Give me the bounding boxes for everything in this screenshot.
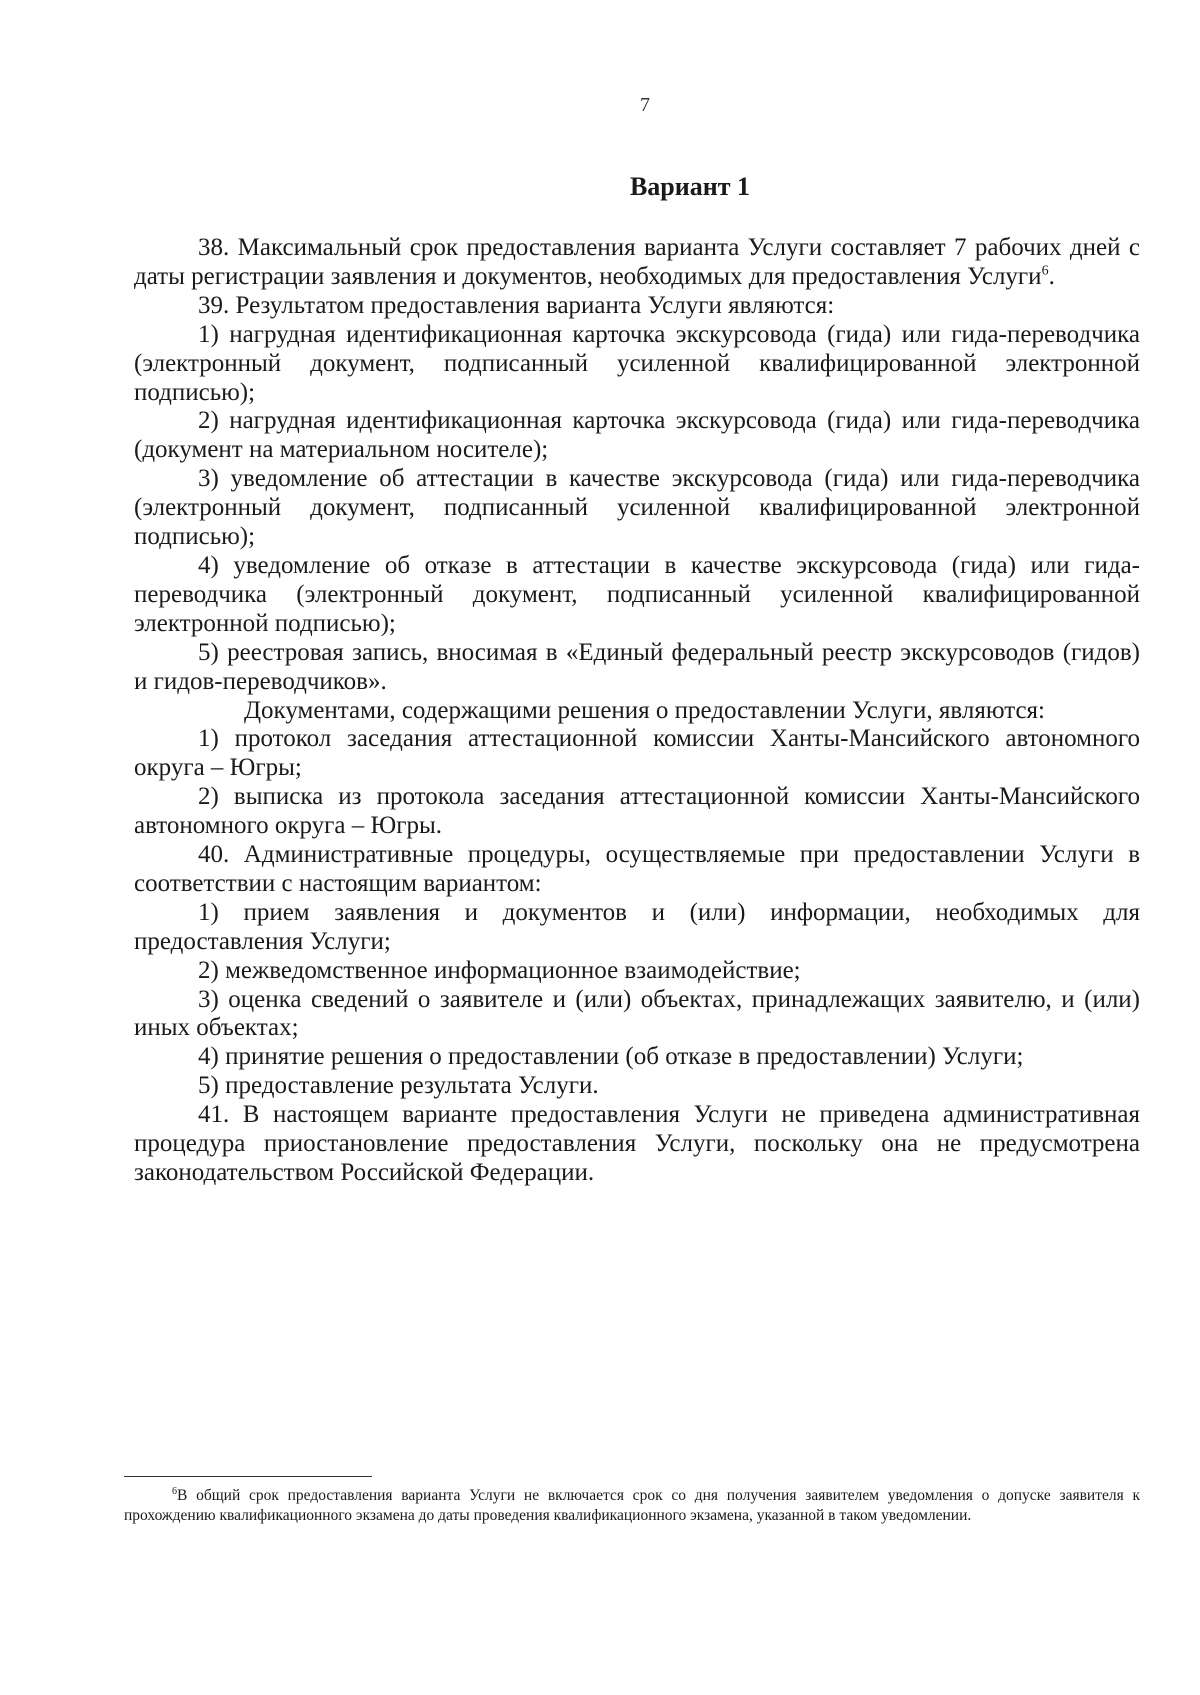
procedure-item-4: 4) принятие решения о предоставлении (об отказе в предоставлении) Услуги; (198, 1043, 1024, 1071)
procedure-item-3: 3) оценка сведений о заявителе и (или) объектах, принадлежащих заявителю, и (или) иных объектах; (134, 985, 1140, 1042)
procedure-item-2: 2) межведомственное информационное взаимодействие; (198, 956, 801, 984)
paragraph-38-end: . (1048, 262, 1055, 290)
footnote-text: В общий срок предоставления варианта Услуги не включается срок со дня получения заявителем уведомления о допуске заявителя к прохождению квалификационного экзамена до даты проведения квалификационного экзамена, указанной в таком уведомлении. (124, 1487, 1140, 1524)
footnote-separator (124, 1476, 372, 1477)
footnote-marker: 6 (172, 1485, 177, 1497)
paragraph-41: 41. В настоящем варианте предоставления Услуги не приведена административная процедура приостановление предоставления Услуги, поскольку она не предусмотрена законодательством Российской Федерации. (134, 1101, 1140, 1186)
section-heading: Вариант 1 (629, 172, 751, 201)
procedure-item-1: 1) прием заявления и документов и (или) информации, необходимых для предоставления Услуги; (134, 898, 1140, 955)
paragraph-39: 39. Результатом предоставления варианта Услуги являются: (198, 291, 835, 319)
footnote-reference: 6 (1041, 263, 1049, 279)
result-item-1: 1) нагрудная идентификационная карточка экскурсовода (гида) или гида-переводчика (электронный документ, подписанный усиленной квалифицированной электронной подписью); (134, 320, 1140, 406)
decision-document-1: 1) протокол заседания аттестационной комиссии Ханты-Мансийского автономного округа – Югры; (134, 725, 1140, 782)
paragraph-38 (134, 234, 1140, 292)
decision-document-2: 2) выписка из протокола заседания аттестационной комиссии Ханты-Мансийского автономного округа – Югры. (134, 783, 1140, 840)
footnote (124, 1486, 1140, 1526)
result-item-5: 5) реестровая запись, вносимая в «Единый федеральный реестр экскурсоводов (гидов) и гидов-переводчиков». (134, 638, 1140, 695)
document-body (134, 234, 1140, 1188)
paragraph-40: 40. Административные процедуры, осуществляемые при предоставлении Услуги в соответствии с настоящим вариантом: (134, 841, 1140, 897)
procedure-item-5: 5) предоставление результата Услуги. (198, 1072, 599, 1100)
decision-documents-intro: Документами, содержащими решения о предоставлении Услуги, являются: (244, 696, 1045, 724)
paragraph-38-text: 38. Максимальный срок предоставления варианта Услуги составляет 7 рабочих дней с даты регистрации заявления и документов, необходимых для предоставления Услуги (134, 234, 1140, 290)
result-item-4: 4) уведомление об отказе в аттестации в качестве экскурсовода (гида) или гида-переводчика (электронный документ, подписанный усиленной квалифицированной электронной подписью); (134, 551, 1140, 637)
result-item-3: 3) уведомление об аттестации в качестве экскурсовода (гида) или гида-переводчика (электронный документ, подписанный усиленной квалифицированной электронной подписью); (134, 465, 1140, 551)
page-number: 7 (640, 94, 650, 116)
result-item-2: 2) нагрудная идентификационная карточка экскурсовода (гида) или гида-переводчика (документ на материальном носителе); (134, 407, 1140, 464)
